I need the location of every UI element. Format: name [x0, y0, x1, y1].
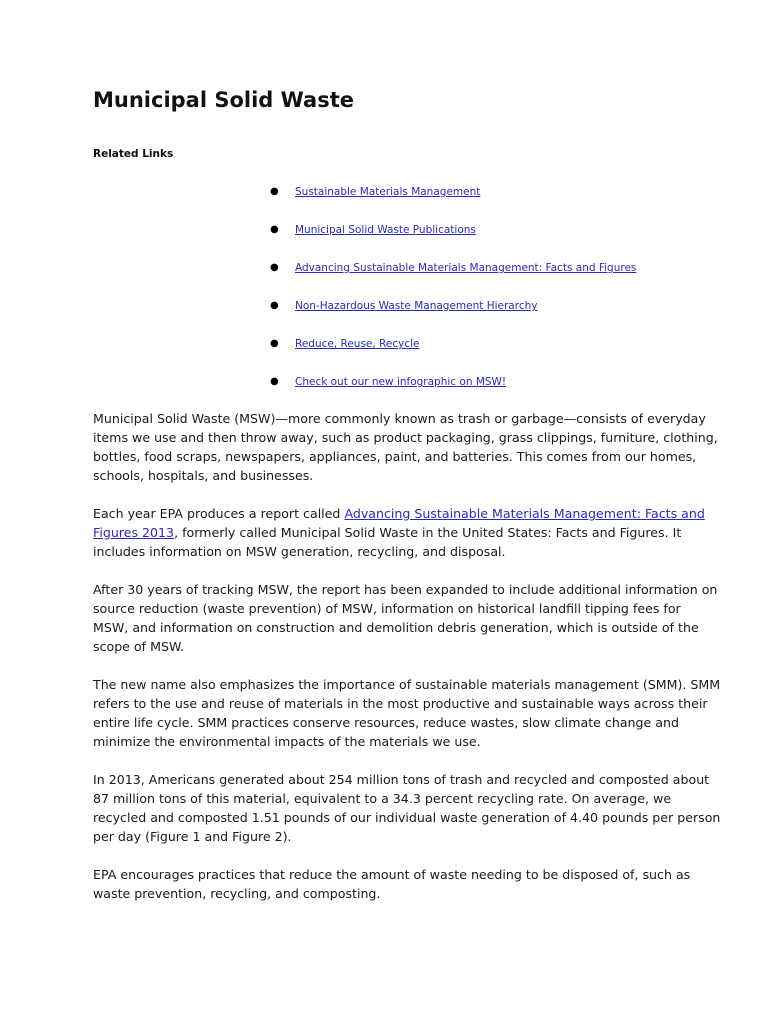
paragraph-2013-statistics — [93, 770, 721, 846]
text-line: Municipal Solid Waste (MSW)—more commonly known as trash or garbage—consists of everyday — [93, 411, 706, 426]
link-msw-publications[interactable]: Municipal Solid Waste Publications — [295, 224, 476, 236]
bullet-dot-icon: ● — [270, 300, 279, 311]
text-line: EPA encourages practices that reduce the amount of waste needing to be disposed of, such as — [93, 867, 691, 882]
paragraph-epa-report — [93, 504, 705, 561]
text-line: , formerly called Municipal Solid Waste in the United States: Facts and Figures. It — [174, 525, 682, 540]
text-line: Each year EPA produces a report called — [93, 506, 345, 521]
text-line: schools, hospitals, and businesses. — [93, 468, 314, 483]
link-msw-infographic[interactable]: Check out our new infographic on MSW! — [295, 376, 507, 388]
bullet-dot-icon: ● — [270, 338, 279, 349]
link-sustainable-materials-management[interactable]: Sustainable Materials Management — [295, 186, 481, 198]
link-waste-management-hierarchy[interactable]: Non-Hazardous Waste Management Hierarchy — [295, 300, 538, 312]
text-line: source reduction (waste prevention) of MSW, information on historical landfill tipping fees for — [93, 601, 681, 616]
text-line: The new name also emphasizes the importance of sustainable materials management (SMM). SMM — [93, 677, 721, 692]
paragraph-report-expanded — [93, 580, 718, 656]
bullet-dot-icon: ● — [270, 262, 279, 273]
text-line: bottles, food scraps, newspapers, appliances, paint, and batteries. This comes from our homes, — [93, 449, 697, 464]
link-facts-and-figures[interactable]: Advancing Sustainable Materials Management: Facts and Figures — [295, 262, 637, 274]
text-line: includes information on MSW generation, recycling, and disposal. — [93, 544, 506, 559]
paragraph-epa-practices — [93, 865, 693, 903]
text-line: items we use and then throw away, such as product packaging, grass clippings, furniture, clothing, — [93, 430, 718, 445]
link-text: Advancing Sustainable Materials Management: Facts and — [344, 506, 705, 521]
paragraph-smm — [93, 675, 721, 751]
related-links-heading: Related Links — [93, 148, 174, 160]
text-line: In 2013, Americans generated about 254 million tons of trash and recycled and composted about — [93, 772, 710, 787]
text-line: refers to the use and reuse of materials in the most productive and sustainable ways across their — [93, 696, 708, 711]
text-line: After 30 years of tracking MSW, the report has been expanded to include additional information on — [93, 582, 718, 597]
text-line: MSW, and information on construction and demolition debris generation, which is outside of the — [93, 620, 699, 635]
text-line: per day (Figure 1 and Figure 2). — [93, 829, 292, 844]
bullet-dot-icon: ● — [270, 376, 279, 387]
text-line: minimize the environmental impacts of the materials we use. — [93, 734, 481, 749]
bullet-dot-icon: ● — [270, 224, 279, 235]
text-line: recycled and composted 1.51 pounds of our individual waste generation of 4.40 pounds per person — [93, 810, 721, 825]
text-line: 87 million tons of this material, equivalent to a 34.3 percent recycling rate. On average, we — [93, 791, 672, 806]
article-body — [93, 409, 721, 922]
link-reduce-reuse-recycle[interactable]: Reduce, Reuse, Recycle — [295, 338, 420, 350]
text-line: entire life cycle. SMM practices conserve resources, reduce wastes, slow climate change and — [93, 715, 679, 730]
text-line: waste prevention, recycling, and composting. — [93, 886, 381, 901]
page-title: Municipal Solid Waste — [93, 88, 355, 112]
text-line: scope of MSW. — [93, 639, 184, 654]
bullet-dot-icon: ● — [270, 186, 279, 197]
paragraph-msw-definition — [93, 409, 718, 485]
link-text: Figures 2013 — [93, 525, 175, 540]
